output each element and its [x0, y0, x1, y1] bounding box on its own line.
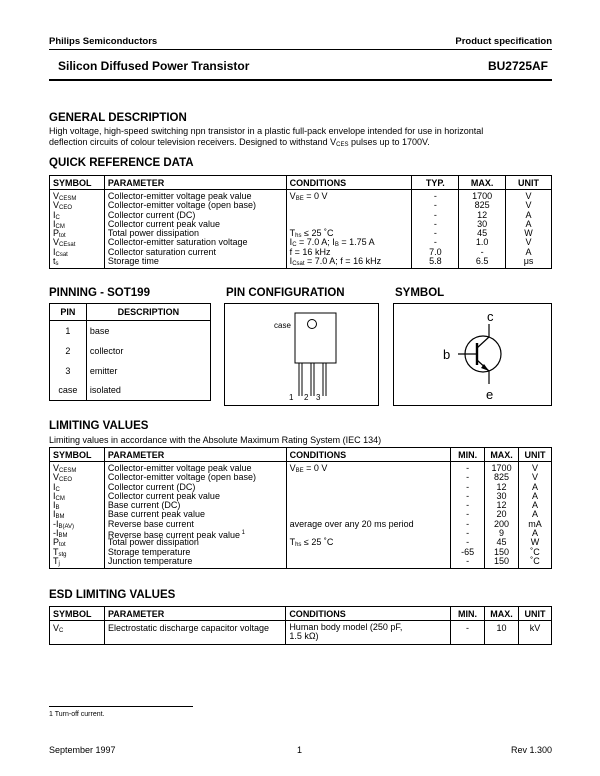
cell-min: -	[466, 518, 470, 529]
cell-cond: average over any 20 ms period	[289, 518, 414, 529]
cell-min: -	[466, 490, 470, 501]
cell-min: -	[466, 528, 470, 539]
cell-cond: f = 16 kHz	[289, 246, 331, 257]
limiting-values-table	[49, 447, 552, 569]
pin-label-2: 2	[304, 393, 309, 402]
col-conditions: CONDITIONS	[286, 607, 451, 621]
cell-param: Junction temperature	[107, 555, 193, 566]
cell-cond: $V_{BE} = 0$ V	[289, 463, 328, 474]
general-description-line-2: deflection circuits of colour television receivers. Designed to withstand $V_{CES}$ pulses up to 1700V.	[49, 136, 430, 148]
qrd-max-values	[459, 190, 506, 269]
footnote-rule	[49, 706, 193, 707]
cell-unit: A	[532, 500, 539, 511]
cell-unit: A	[532, 490, 539, 501]
cell-param: Collector current (DC)	[107, 481, 196, 492]
cell-max: 12	[496, 481, 507, 492]
cell-param: Total power dissipation	[107, 537, 199, 548]
cell-unit: mA	[528, 518, 542, 529]
col-symbol: SYMBOL	[50, 607, 105, 621]
cell-sym: $P_{tot}$	[53, 537, 66, 549]
col-parameter: PARAMETER	[104, 448, 286, 462]
cell-max: -	[480, 246, 484, 257]
esd-min: -	[451, 621, 485, 645]
cell-cond: $T_{hs} \le 25$ ˚C	[289, 537, 334, 549]
cell-cond: $I_C = 7.0$ A; $I_B = 1.75$ A	[289, 237, 375, 249]
lim-min-values	[451, 462, 485, 569]
lim-parameters	[104, 462, 286, 569]
quick-reference-body	[50, 190, 552, 269]
cell-cond	[290, 201, 409, 210]
footer-page-number: 1	[297, 745, 303, 755]
cell-param: Reverse base current peak value $^1$	[107, 530, 245, 541]
cell-max: 12	[477, 209, 488, 220]
cell-max: 1700	[491, 463, 512, 473]
cell-unit: A	[532, 528, 539, 539]
collector-label: c	[487, 309, 494, 324]
cell-max: 1700	[472, 191, 493, 201]
general-description-text	[49, 126, 554, 150]
cell-max: 150	[494, 546, 510, 557]
cell-max: 20	[496, 509, 507, 520]
cell-cond: $T_{hs} \le 25$ ˚C	[289, 228, 334, 240]
col-parameter: PARAMETER	[104, 607, 285, 621]
cell-cond	[290, 492, 448, 501]
col-conditions: CONDITIONS	[286, 448, 451, 462]
pinning-row: case isolated	[50, 381, 211, 401]
cell-max: 30	[477, 218, 488, 229]
lim-max-values	[485, 462, 519, 569]
cell-unit: A	[525, 246, 532, 257]
lim-conditions	[286, 462, 451, 569]
symbol-box	[393, 303, 552, 406]
cell-unit: A	[532, 481, 539, 492]
cell-cond	[290, 548, 448, 557]
cell-typ: -	[433, 200, 437, 211]
pinning-table	[49, 303, 211, 401]
col-typ: TYP.	[412, 176, 459, 190]
cell-max: 200	[494, 518, 510, 529]
header-rule-top	[49, 49, 552, 50]
cell-sym: $t_s$	[53, 256, 59, 268]
cell-min: -	[466, 555, 470, 566]
cell-param: Collector saturation current	[107, 246, 216, 257]
cell-min: -65	[461, 546, 475, 557]
cell-sym: $T_{stg}$	[53, 546, 67, 558]
col-max: MAX.	[485, 607, 519, 621]
cell-param: Collector-emitter voltage (open base)	[107, 200, 256, 211]
cell-typ: 7.0	[429, 246, 442, 257]
general-description-line-1: High voltage, high-speed switching npn transistor in a plastic full-pack envelope intended for use in horizontal	[49, 126, 484, 136]
cell-sym: $I_{CM}$	[53, 218, 65, 230]
company-name: Philips Semiconductors	[49, 36, 158, 47]
quick-reference-heading: QUICK REFERENCE DATA	[49, 157, 194, 169]
pin-configuration-box	[224, 303, 379, 406]
col-description: DESCRIPTION	[86, 304, 210, 321]
cell-max: 825	[494, 472, 510, 483]
cell-sym: $V_{CESM}$	[53, 191, 77, 202]
footer-date: September 1997	[49, 745, 116, 755]
cell-cond	[290, 211, 409, 220]
pinning-row: 2 collector	[50, 341, 211, 361]
case-label: case	[274, 321, 291, 330]
cell-min: -	[466, 537, 470, 548]
document-title: Silicon Diffused Power Transistor	[58, 59, 250, 73]
cell-max: 825	[474, 200, 490, 211]
cell-min: -	[466, 509, 470, 520]
qrd-parameters	[104, 190, 286, 269]
cell-unit: ˚C	[530, 555, 540, 566]
qrd-conditions	[286, 190, 412, 269]
col-unit: UNIT	[519, 448, 552, 462]
cell-unit: V	[525, 200, 532, 211]
limiting-body	[50, 462, 552, 569]
cell-param: Storage time	[107, 256, 159, 267]
cell-cond: $V_{BE} = 0$ V	[289, 191, 328, 202]
cell-param: Storage temperature	[107, 546, 191, 557]
cell-typ: -	[433, 209, 437, 220]
emitter-label: e	[486, 387, 494, 402]
cell-param: Collector current peak value	[107, 490, 220, 501]
footnote: 1 Turn-off current.	[49, 711, 105, 718]
cell-max: 30	[496, 490, 507, 501]
cell-min: -	[466, 463, 470, 473]
pin-label-3: 3	[316, 393, 321, 402]
cell-max: 9	[499, 528, 505, 539]
cell-sym: $V_{CEO}$	[53, 200, 73, 212]
cell-sym: $I_{CM}$	[53, 490, 65, 502]
cell-typ: -	[433, 228, 437, 239]
cell-param: Collector-emitter saturation voltage	[107, 237, 248, 248]
cell-unit: A	[525, 209, 532, 220]
cell-unit: A	[532, 509, 539, 520]
cell-param: Collector current (DC)	[107, 209, 196, 220]
esd-table	[49, 606, 552, 645]
cell-typ: -	[433, 191, 437, 201]
esd-parameter: Electrostatic discharge capacitor voltage	[104, 621, 285, 645]
limiting-header-row	[50, 448, 552, 462]
cell-min: -	[466, 500, 470, 511]
lim-units	[519, 462, 552, 569]
qrd-typ-values	[412, 190, 459, 269]
cell-max: 45	[477, 228, 488, 239]
cell-max: 12	[496, 500, 507, 511]
cell-sym: $I_{BM}$	[53, 509, 65, 521]
cell-unit: V	[525, 191, 532, 201]
cell-param: Total power dissipation	[107, 228, 199, 239]
cell-param: Reverse base current	[107, 518, 194, 529]
col-min: MIN.	[451, 448, 485, 462]
cell-typ: -	[433, 218, 437, 229]
general-description-heading: GENERAL DESCRIPTION	[49, 112, 187, 124]
esd-header-row	[50, 607, 552, 621]
header-rule-bottom	[49, 79, 552, 81]
cell-typ: -	[433, 237, 437, 248]
cell-param: Collector-emitter voltage peak value	[107, 463, 252, 473]
col-parameter: PARAMETER	[104, 176, 286, 190]
base-label: b	[443, 347, 451, 362]
cell-sym: $I_C$	[53, 209, 60, 221]
cell-max: 150	[494, 555, 510, 566]
col-max: MAX.	[485, 448, 519, 462]
col-unit: UNIT	[506, 176, 552, 190]
cell-unit: V	[532, 472, 539, 483]
quick-reference-header-row	[50, 176, 552, 190]
document-type: Product specification	[455, 36, 552, 47]
cell-unit: μs	[523, 256, 534, 267]
cell-sym: $P_{tot}$	[53, 228, 66, 240]
cell-max: 45	[496, 537, 507, 548]
cell-unit: A	[525, 218, 532, 229]
cell-min: -	[466, 481, 470, 492]
esd-row	[50, 621, 552, 645]
esd-heading: ESD LIMITING VALUES	[49, 589, 176, 601]
esd-conditions: Human body model (250 pF, 1.5 kΩ)	[286, 621, 451, 645]
cell-param: Collector-emitter voltage peak value	[107, 191, 252, 201]
qrd-units	[506, 190, 552, 269]
cell-cond	[290, 501, 448, 510]
quick-reference-table	[49, 175, 552, 269]
col-min: MIN.	[451, 607, 485, 621]
esd-symbol: $V_C$	[50, 621, 105, 645]
cell-cond	[290, 473, 448, 482]
cell-unit: W	[524, 228, 533, 239]
part-number: BU2725AF	[487, 59, 548, 73]
cell-sym: $V_{CESM}$	[53, 463, 77, 474]
cell-sym: $I_B$	[53, 500, 60, 512]
cell-param: Collector-emitter voltage (open base)	[107, 472, 256, 483]
cell-param: Base current (DC)	[107, 500, 181, 511]
pinning-row: 3 emitter	[50, 361, 211, 381]
qrd-symbols	[50, 190, 105, 269]
footer-revision: Rev 1.300	[510, 745, 552, 755]
sot199-package-drawing	[225, 304, 378, 405]
cell-min: -	[466, 472, 470, 483]
col-symbol: SYMBOL	[50, 448, 105, 462]
npn-transistor-symbol-icon	[394, 304, 551, 405]
col-unit: UNIT	[518, 607, 551, 621]
pinning-row: 1 base	[50, 321, 211, 341]
esd-max: 10	[485, 621, 519, 645]
cell-sym: $V_{CEO}$	[53, 472, 73, 484]
cell-unit: W	[530, 537, 540, 548]
col-pin: PIN	[50, 304, 87, 321]
cell-unit: V	[532, 463, 539, 473]
cell-sym: $-I_{B(AV)}$	[53, 518, 75, 530]
cell-max: 1.0	[475, 237, 489, 248]
cell-sym: $I_{Csat}$	[53, 246, 68, 258]
cell-cond	[290, 557, 448, 566]
cell-sym: $V_{CEsat}$	[53, 237, 76, 249]
cell-max: 6.5	[475, 256, 489, 267]
cell-sym: $I_C$	[53, 481, 60, 493]
pinning-header-row	[50, 304, 211, 321]
col-max: MAX.	[459, 176, 506, 190]
pin-label-1: 1	[289, 393, 294, 402]
cell-unit: ˚C	[530, 546, 540, 557]
pin-configuration-heading: PIN CONFIGURATION	[226, 287, 345, 299]
cell-param: Base current peak value	[107, 509, 205, 520]
cell-sym: $-I_{BM}$	[53, 528, 68, 540]
cell-cond: $I_{Csat} = 7.0$ A; f = 16 kHz	[289, 256, 382, 268]
cell-typ: 5.8	[429, 256, 442, 267]
limiting-values-intro: Limiting values in accordance with the Absolute Maximum Rating System (IEC 134)	[49, 435, 382, 445]
cell-cond	[290, 483, 448, 492]
pinning-heading: PINNING - SOT199	[49, 287, 150, 299]
col-conditions: CONDITIONS	[286, 176, 412, 190]
lim-symbols	[50, 462, 105, 569]
cell-sym: $T_j$	[53, 555, 60, 567]
esd-unit: kV	[518, 621, 551, 645]
col-symbol: SYMBOL	[50, 176, 105, 190]
limiting-values-heading: LIMITING VALUES	[49, 420, 149, 432]
cell-unit: V	[525, 237, 532, 248]
cell-param: Collector current peak value	[107, 218, 220, 229]
symbol-heading: SYMBOL	[395, 287, 445, 299]
